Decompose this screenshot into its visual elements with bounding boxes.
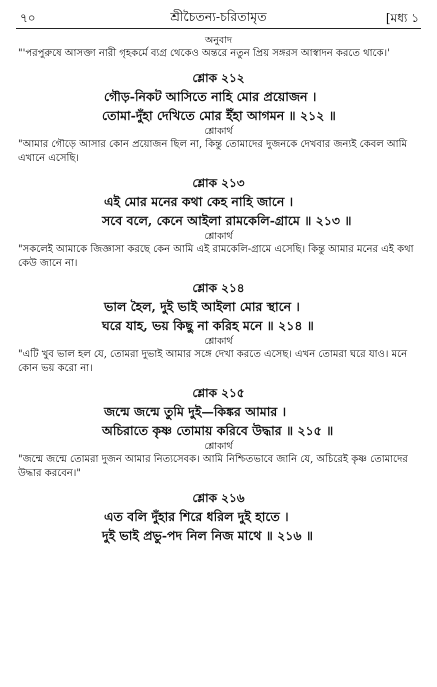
- page-number: ৭০: [20, 11, 36, 25]
- sloka-214-line-2: ঘরে যাহ, ভয় কিছু না করিহ মনে ॥ ২১৪ ॥: [102, 317, 314, 333]
- sloka-216-line-2: দুই ভাই প্রভু-পদ নিল নিজ মাথে ॥ ২১৬ ॥: [102, 527, 313, 543]
- sloka-214-line-1: ভাল হৈল, দুই ভাই আইলা মোর স্থানে ।: [104, 298, 300, 314]
- sloka-212-line-2: তোমা-দুঁহা দেখিতে মোর ইঁহা আগমন ॥ ২১২ ॥: [102, 107, 336, 123]
- translation-text: "'পরপুরুষে আসক্তা নারী গৃহকর্মে ব্যগ্র থেকেও অন্তরে নতুন প্রিয় সঙ্গরস আস্বাদন করতে থাকে।': [18, 48, 390, 59]
- sloka-215-title: শ্লোক ২১৫: [192, 385, 245, 400]
- sloka-213-title: শ্লোক ২১৩: [192, 175, 245, 190]
- book-title: শ্রীচৈতন্য-চরিতামৃত: [170, 9, 267, 24]
- sloka-214-title: শ্লোক ২১৪: [192, 280, 245, 295]
- sloka-213-line-2: সবে বলে, কেনে আইলা রামকেলি-গ্রামে ॥ ২১৩ ॥: [102, 212, 352, 228]
- page-content: [18, 34, 419, 545]
- sloka-212-meaning-label: শ্লোকার্থ: [204, 125, 233, 137]
- sloka-215-line-1: জন্মে জন্মে তুমি দুই—কিঙ্কর আমার ।: [104, 403, 287, 419]
- sloka-215-meaning-label: শ্লোকার্থ: [204, 440, 233, 452]
- sloka-214-meaning-label: শ্লোকার্থ: [204, 335, 233, 347]
- sloka-212-line-1: গৌড়-নিকট আসিতে নাহি মোর প্রয়োজন ।: [104, 88, 317, 104]
- translation-label: অনুবাদ: [205, 35, 232, 46]
- header-rule: [16, 28, 421, 29]
- sloka-214-meaning: "এটি খুব ভাল হল যে, তোমরা দুভাই আমার সঙ্গে দেখা করতে এসেছ। এখন তোমরা ঘরে যাও। মনে কোন ভয় করো না।: [18, 348, 408, 374]
- sloka-212-title: শ্লোক ২১২: [192, 70, 245, 85]
- running-header: [0, 6, 437, 28]
- sloka-213-meaning: "সকলেই আমাকে জিজ্ঞাসা করছে কেন আমি এই রামকেলি-গ্রামে এসেছি। কিন্তু আমার মনের এই কথা কেউ জানে না।: [18, 243, 414, 269]
- sloka-213-meaning-label: শ্লোকার্থ: [204, 230, 233, 242]
- sloka-215-meaning: "জন্মে জন্মে তোমরা দুজন আমার নিত্যসেবক। আমি নিশ্চিতভাবে জানি যে, অচিরেই কৃষ্ণ তোমাদের উদ্ধার করবেন।": [18, 453, 408, 479]
- sloka-216-title: শ্লোক ২১৬: [192, 490, 245, 505]
- sloka-213-line-1: এই মোর মনের কথা কেহ নাহি জানে ।: [104, 193, 294, 209]
- sloka-215-line-2: অচিরাতে কৃষ্ণ তোমায় করিবে উদ্ধার ॥ ২১৫ ॥: [102, 422, 334, 438]
- sloka-216-line-1: এত বলি দুঁহার শিরে ধরিল দুই হাতে ।: [104, 508, 289, 524]
- sloka-212-meaning: "আমার গৌড়ে আসার কোন প্রয়োজন ছিল না, কিন্তু তোমাদের দুজনকে দেখবার জন্যই কেবল আমি এখানে এসেছি।: [18, 138, 407, 164]
- section-marker: [মধ্য ১: [385, 11, 419, 25]
